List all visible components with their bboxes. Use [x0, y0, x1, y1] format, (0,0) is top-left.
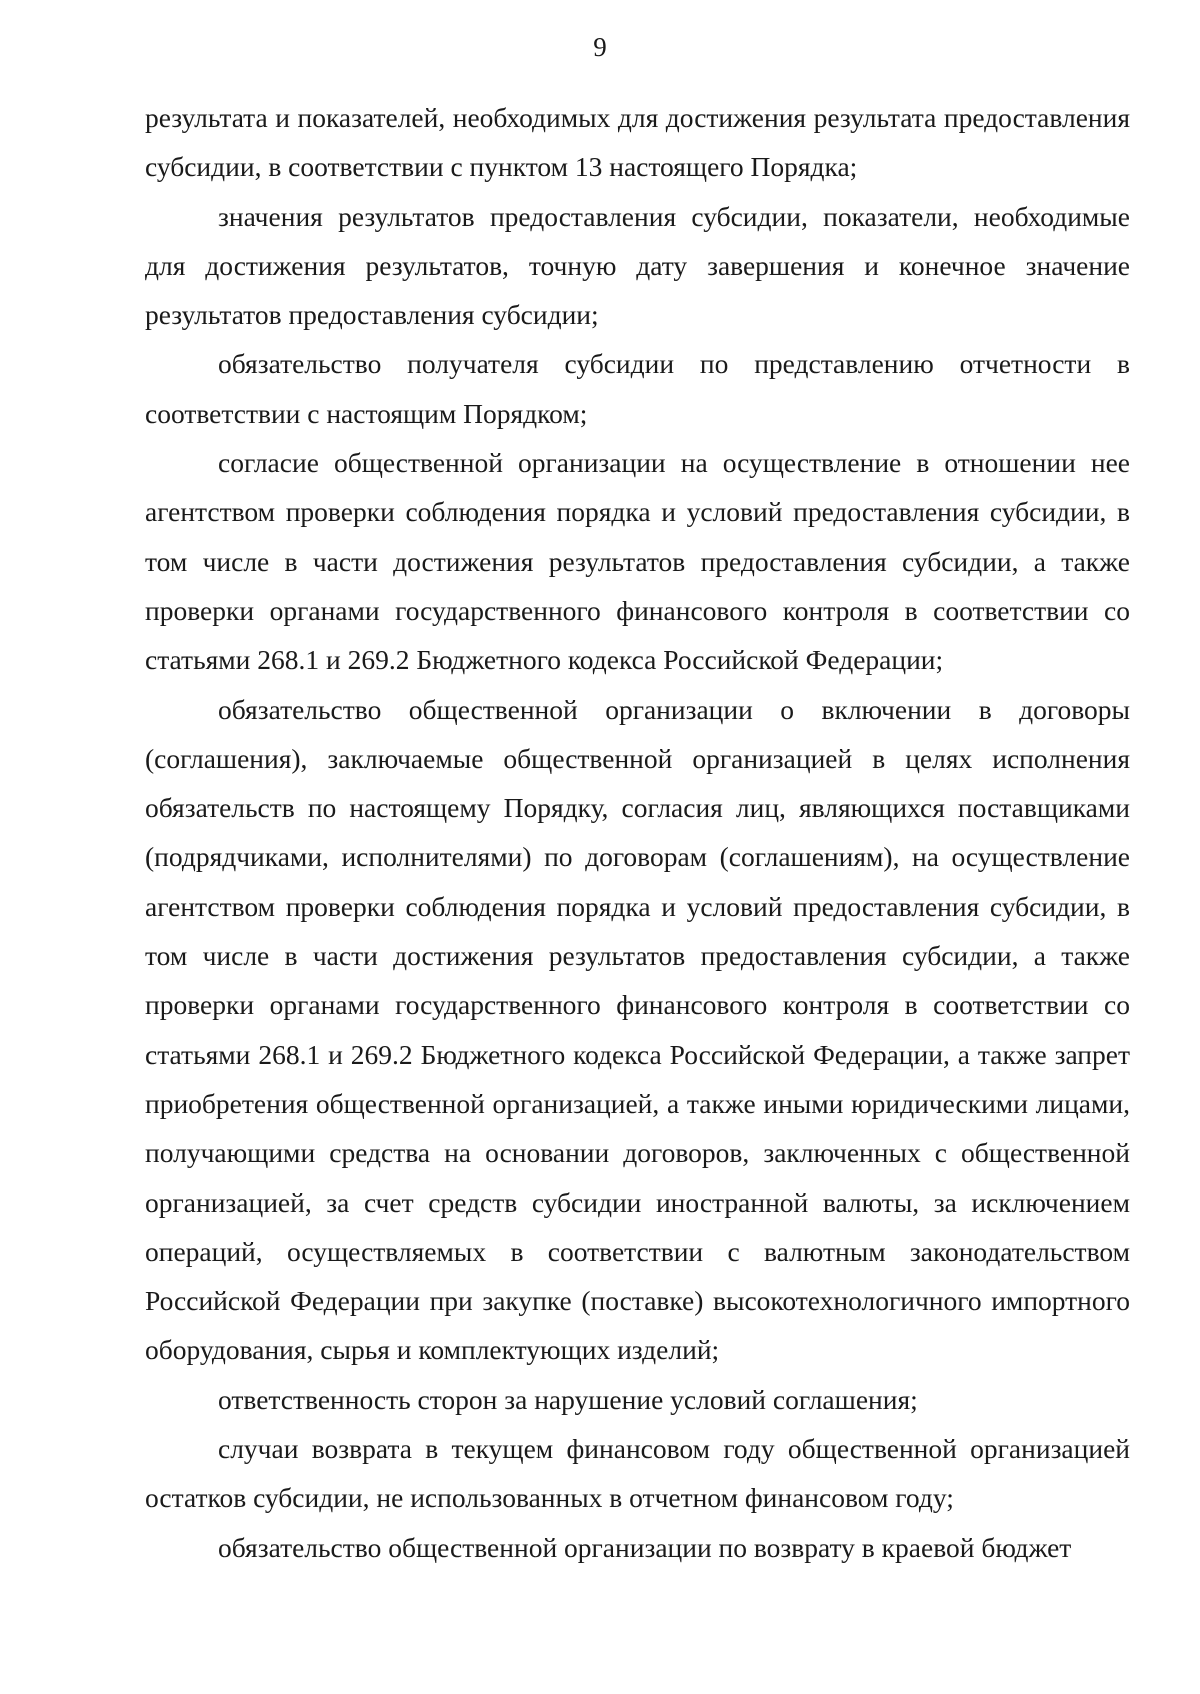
paragraph: обязательство получателя субсидии по представлению отчетности в соответствии с настоящим Порядком; — [145, 348, 1130, 429]
paragraph: случаи возврата в текущем финансовом году общественной организацией остатков субсидии, не использованных в отчетном финансовом году; — [145, 1433, 1130, 1514]
page-number: 9 — [593, 32, 607, 62]
paragraph-continued: результата и показателей, необходимых для достижения результата предоставления субсидии, в соответствии с пунктом 13 настоящего Порядка; — [145, 102, 1130, 183]
document-body — [145, 93, 1130, 1572]
paragraph: ответственность сторон за нарушение условий соглашения; — [218, 1383, 918, 1415]
paragraph: согласие общественной организации на осуществление в отношении нее агентством проверки соблюдения порядка и условий предоставления субсидии, в том числе в части достижения результатов предоставления субсидии, а также проверки органами государственного финансового контроля в соответствии со статьями 268.1 и 269.2 Бюджетного кодекса Российской Федерации; — [145, 447, 1130, 676]
paragraph: обязательство общественной организации о включении в договоры (соглашения), заключаемые общественной организацией в целях исполнения обязательств по настоящему Порядку, согласия лиц, являющихся поставщиками (подрядчиками, исполнителями) по договорам (соглашениям), на осуществление агентством проверки соблюдения порядка и условий предоставления субсидии, в том числе в части достижения результатов предоставления субсидии, а также проверки органами государственного финансового контроля в соответствии со статьями 268.1 и 269.2 Бюджетного кодекса Российской Федерации, а также запрет приобретения общественной организацией, а также иными юридическими лицами, получающими средства на основании договоров, заключенных с общественной организацией, за счет средств субсидии иностранной валюты, за исключением операций, осуществляемых в соответствии с валютным законодательством Российской Федерации при закупке (поставке) высокотехнологичного импортного оборудования, сырья и комплектующих изделий; — [145, 693, 1130, 1366]
paragraph: значения результатов предоставления субсидии, показатели, необходимые для достижения результатов, точную дату завершения и конечное значение результатов предоставления субсидии; — [145, 200, 1130, 331]
paragraph: обязательство общественной организации по возврату в краевой бюджет — [218, 1531, 1072, 1563]
